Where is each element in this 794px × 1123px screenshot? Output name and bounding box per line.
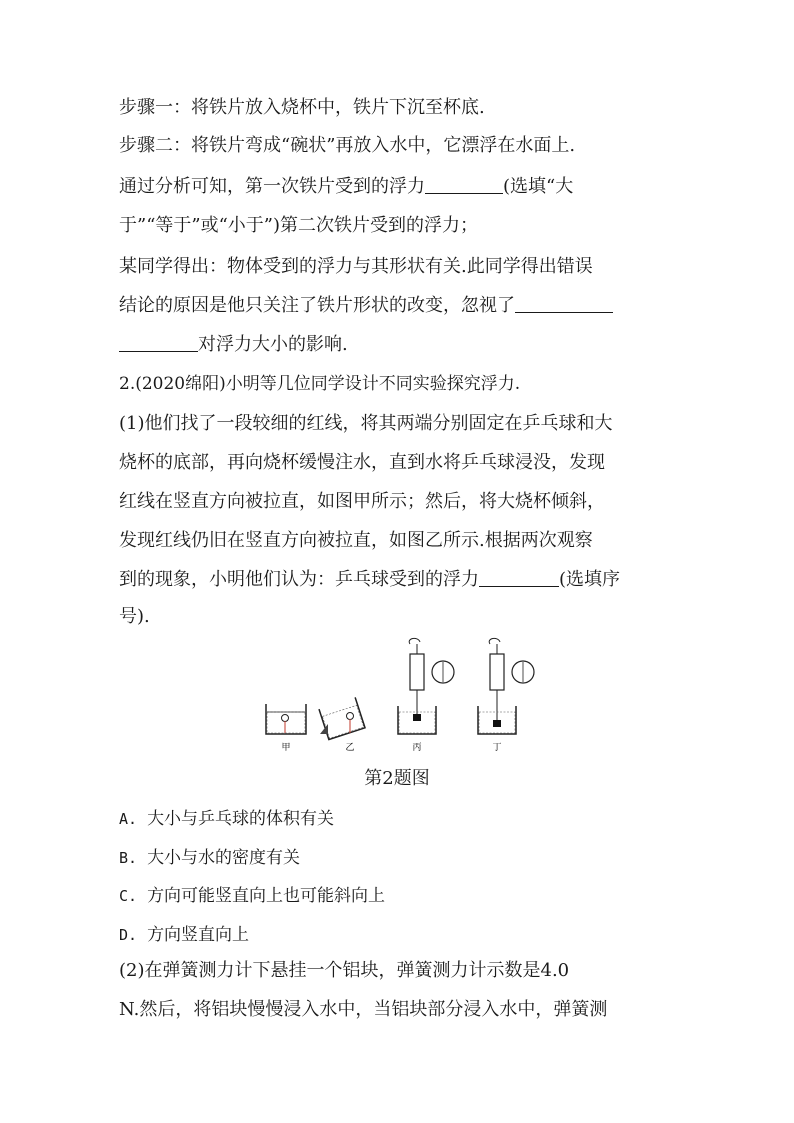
text-line [119, 294, 613, 318]
text-line [119, 175, 573, 199]
experiment-figure [258, 636, 548, 756]
beaker-ding [478, 638, 534, 734]
answer-blank[interactable] [515, 294, 613, 313]
figure-caption: 第2题图 [364, 768, 430, 789]
option-c[interactable] [119, 881, 385, 906]
answer-blank[interactable] [479, 568, 559, 587]
text-line: 烧杯的底部，再向烧杯缓慢注水，直到水将乒乓球浸没，发现 [119, 452, 605, 473]
text-line: 于”“等于”或“小于”)第二次铁片受到的浮力； [119, 215, 479, 236]
text-line: 发现红线仍旧在竖直方向被拉直，如图乙所示.根据两次观察 [119, 530, 593, 551]
option-text: 方向可能竖直向上也可能斜向上 [147, 886, 386, 906]
label-yi: 乙 [345, 743, 355, 753]
option-text: 大小与水的密度有关 [147, 848, 301, 868]
option-letter: A. [119, 810, 138, 828]
option-text: 方向竖直向上 [147, 925, 250, 945]
text-segment: 通过分析可知，第一次铁片受到的浮力 [119, 176, 425, 197]
label-ding: 丁 [492, 743, 502, 753]
text-segment: 到的现象，小明他们认为：乒乓球受到的浮力 [119, 569, 479, 590]
text-line: 红线在竖直方向被拉直，如图甲所示；然后，将大烧杯倾斜， [119, 491, 605, 512]
aluminum-block [413, 714, 421, 721]
text-line: (1)他们找了一段较细的红线，将其两端分别固定在乒乓球和大 [119, 413, 613, 434]
option-a[interactable] [119, 804, 334, 829]
text-segment: 结论的原因是他只关注了铁片形状的改变，忽视了 [119, 295, 515, 316]
text-segment: (选填序 [559, 569, 621, 590]
spring-scale [490, 654, 504, 690]
option-b[interactable] [119, 843, 300, 868]
ping-pong-ball [282, 715, 289, 722]
text-line [119, 333, 348, 357]
label-jia: 甲 [281, 743, 291, 753]
ping-pong-ball [347, 713, 354, 720]
text-line: 号). [119, 606, 150, 627]
option-letter: B. [119, 849, 138, 867]
text-line: N.然后，将铝块慢慢浸入水中，当铝块部分浸入水中，弹簧测 [119, 999, 608, 1020]
option-letter: C. [119, 887, 138, 905]
option-text: 大小与乒乓球的体积有关 [147, 809, 335, 829]
text-line: (2)在弹簧测力计下悬挂一个铝块，弹簧测力计示数是4.0 [119, 960, 570, 981]
option-d[interactable] [119, 920, 249, 945]
text-line: 步骤一：将铁片放入烧杯中，铁片下沉至杯底. [119, 97, 485, 118]
text-line: 某同学得出：物体受到的浮力与其形状有关.此同学得出错误 [119, 256, 593, 277]
answer-blank[interactable] [119, 333, 198, 352]
beaker-bing [398, 638, 454, 734]
label-bing: 丙 [412, 743, 422, 753]
aluminum-block [493, 720, 501, 727]
text-line: 步骤二：将铁片弯成“碗状”再放入水中，它漂浮在水面上. [119, 135, 576, 156]
beaker-jia [266, 704, 306, 734]
text-segment: (选填“大 [503, 176, 574, 197]
question-heading: 2.(2020绵阳)小明等几位同学设计不同实验探究浮力. [119, 374, 521, 394]
spring-scale [410, 654, 424, 690]
answer-blank[interactable] [425, 175, 503, 194]
text-segment: 对浮力大小的影响. [198, 334, 348, 355]
option-letter: D. [119, 926, 138, 944]
text-line [119, 568, 620, 592]
